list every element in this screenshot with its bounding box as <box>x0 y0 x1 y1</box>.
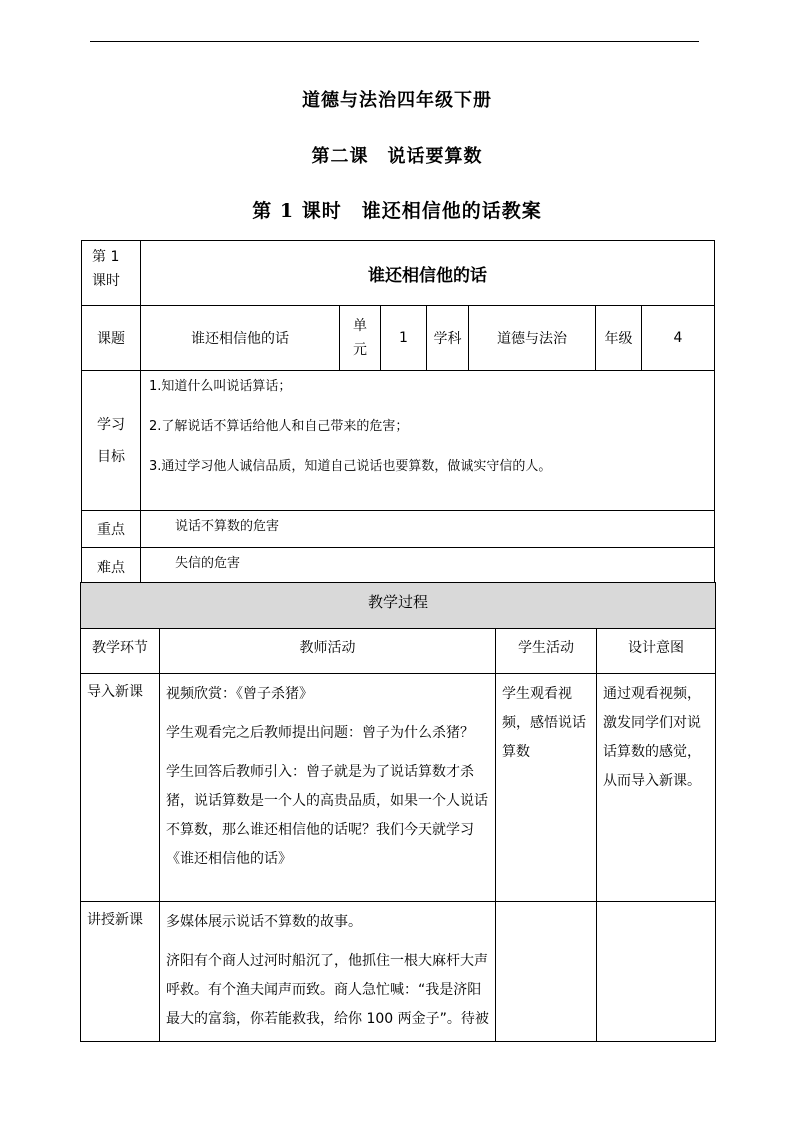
process-title: 教学过程 <box>81 583 716 629</box>
goals-label: 学习 目标 <box>82 371 141 511</box>
teacher-activity <box>160 674 496 902</box>
plan-title: 第 1 课时 谁还相信他的话教案 <box>252 200 542 222</box>
grade-value: 4 <box>642 306 715 371</box>
topic-value: 谁还相信他的话 <box>141 306 340 371</box>
teacher-paragraph: 多媒体展示说话不算数的故事。 <box>166 914 362 930</box>
design-intent <box>597 902 716 1042</box>
goal-item: 3.通过学习他人诚信品质，知道自己说话也要算数，做诚实守信的人。 <box>149 459 552 474</box>
teacher-paragraph: 济阳有个商人过河时船沉了，他抓住一根大麻杆大声呼救。有个渔夫闻声而致。商人急忙喊：“我是济阳最大的富翁，你若能救我，给你 100 两金子”。待被 <box>166 953 489 1027</box>
key-point-value: 说话不算数的危害 <box>141 511 715 548</box>
teacher-activity <box>160 902 496 1042</box>
student-activity: 学生观看视频，感悟说话算数 <box>496 674 597 902</box>
column-header: 教师活动 <box>160 629 496 674</box>
session-label: 第 1 课时 <box>82 241 141 306</box>
unit-label: 单 元 <box>340 306 381 371</box>
session-title: 谁还相信他的话 <box>141 241 715 306</box>
key-point-label: 重点 <box>82 511 141 548</box>
book-title: 道德与法治四年级下册 <box>302 90 492 111</box>
column-header: 设计意图 <box>597 629 716 674</box>
subject-label: 学科 <box>427 306 469 371</box>
goal-item: 2.了解说话不算话给他人和自己带来的危害； <box>149 419 409 434</box>
goal-item: 1.知道什么叫说话算话； <box>149 379 292 394</box>
unit-value: 1 <box>381 306 427 371</box>
header-rule <box>90 41 699 42</box>
column-header: 学生活动 <box>496 629 597 674</box>
difficulty-label: 难点 <box>82 548 141 586</box>
teaching-process-table <box>80 582 716 1042</box>
difficulty-value: 失信的危害 <box>141 548 715 586</box>
goals-list <box>141 371 715 511</box>
stage-label: 导入新课 <box>81 674 160 902</box>
teacher-paragraph: 视频欣赏：《曾子杀猪》 <box>166 686 313 702</box>
lesson-info-table <box>81 240 715 586</box>
lesson-title: 第二课 说话要算数 <box>311 146 483 167</box>
topic-label: 课题 <box>82 306 141 371</box>
design-intent: 通过观看视频，激发同学们对说话算数的感觉，从而导入新课。 <box>597 674 716 902</box>
student-activity <box>496 902 597 1042</box>
column-header: 教学环节 <box>81 629 160 674</box>
stage-label: 讲授新课 <box>81 902 160 1042</box>
teacher-paragraph: 学生回答后教师引入：曾子就是为了说话算数才杀猪，说话算数是一个人的高贵品质，如果一个人说话不算数，那么谁还相信他的话呢？我们今天就学习《谁还相信他的话》 <box>166 764 488 867</box>
teacher-paragraph: 学生观看完之后教师提出问题：曾子为什么杀猪？ <box>166 725 474 741</box>
grade-label: 年级 <box>596 306 642 371</box>
subject-value: 道德与法治 <box>469 306 596 371</box>
